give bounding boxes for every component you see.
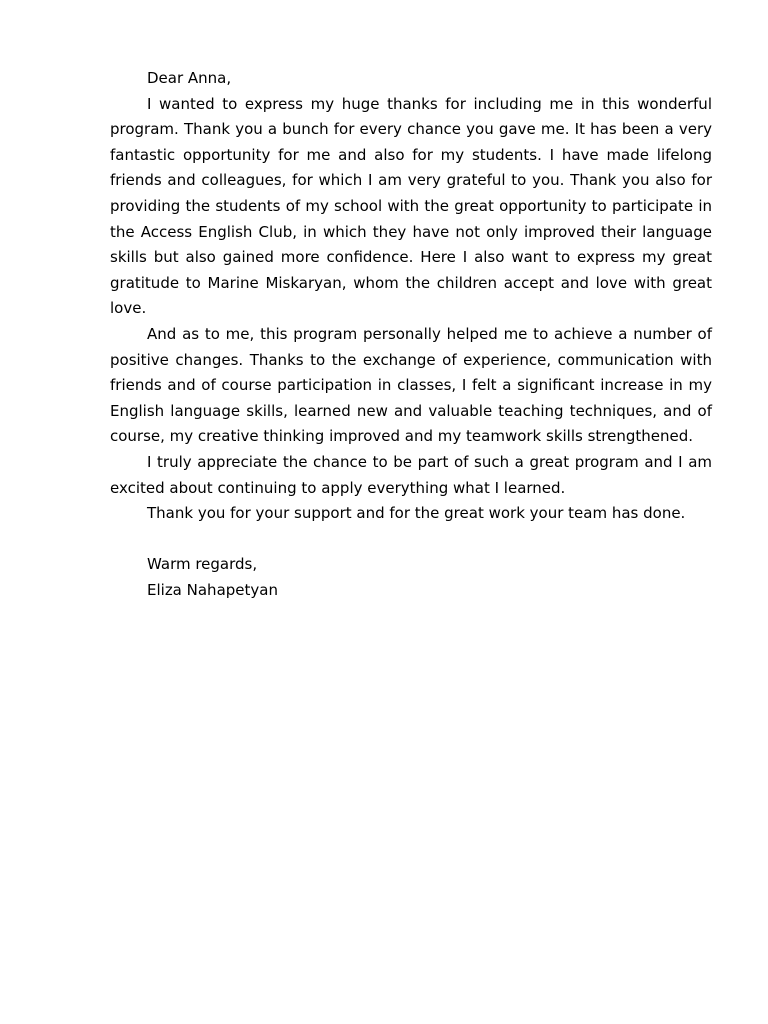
letter-paragraph-1: I wanted to express my huge thanks for including me in this wonderful program. Thank you a bunch for every chance you gave me. It has been a very fantastic opportunity for me and also for my students. I have made lifelong friends and colleagues, for which I am very grateful to you. Thank you also for providing the students of my school with the great opportunity to participate in the Access English Club, in which they have not only improved their language skills but also gained more confidence. Here I also want to express my great gratitude to Marine Miskaryan, whom the children accept and love with great love. [110, 94, 712, 318]
letter-paragraph-2: And as to me, this program personally helped me to achieve a number of positive changes. Thanks to the exchange of experience, communication with friends and of course participation in classes, I felt a significant increase in my English language skills, learned new and valuable teaching techniques, and of course, my creative thinking improved and my teamwork skills strengthened. [110, 324, 712, 446]
letter-greeting: Dear Anna, [147, 69, 232, 87]
letter-paragraph-4: Thank you for your support and for the great work your team has done. [147, 504, 686, 523]
letter-closing: Warm regards, [147, 555, 258, 574]
letter-paragraph-3: I truly appreciate the chance to be part of such a great program and I am excited about continuing to apply everything what I learned. [110, 452, 712, 497]
letter-signature: Eliza Nahapetyan [147, 580, 278, 599]
letter-body [110, 66, 712, 603]
blank-line [110, 527, 712, 553]
